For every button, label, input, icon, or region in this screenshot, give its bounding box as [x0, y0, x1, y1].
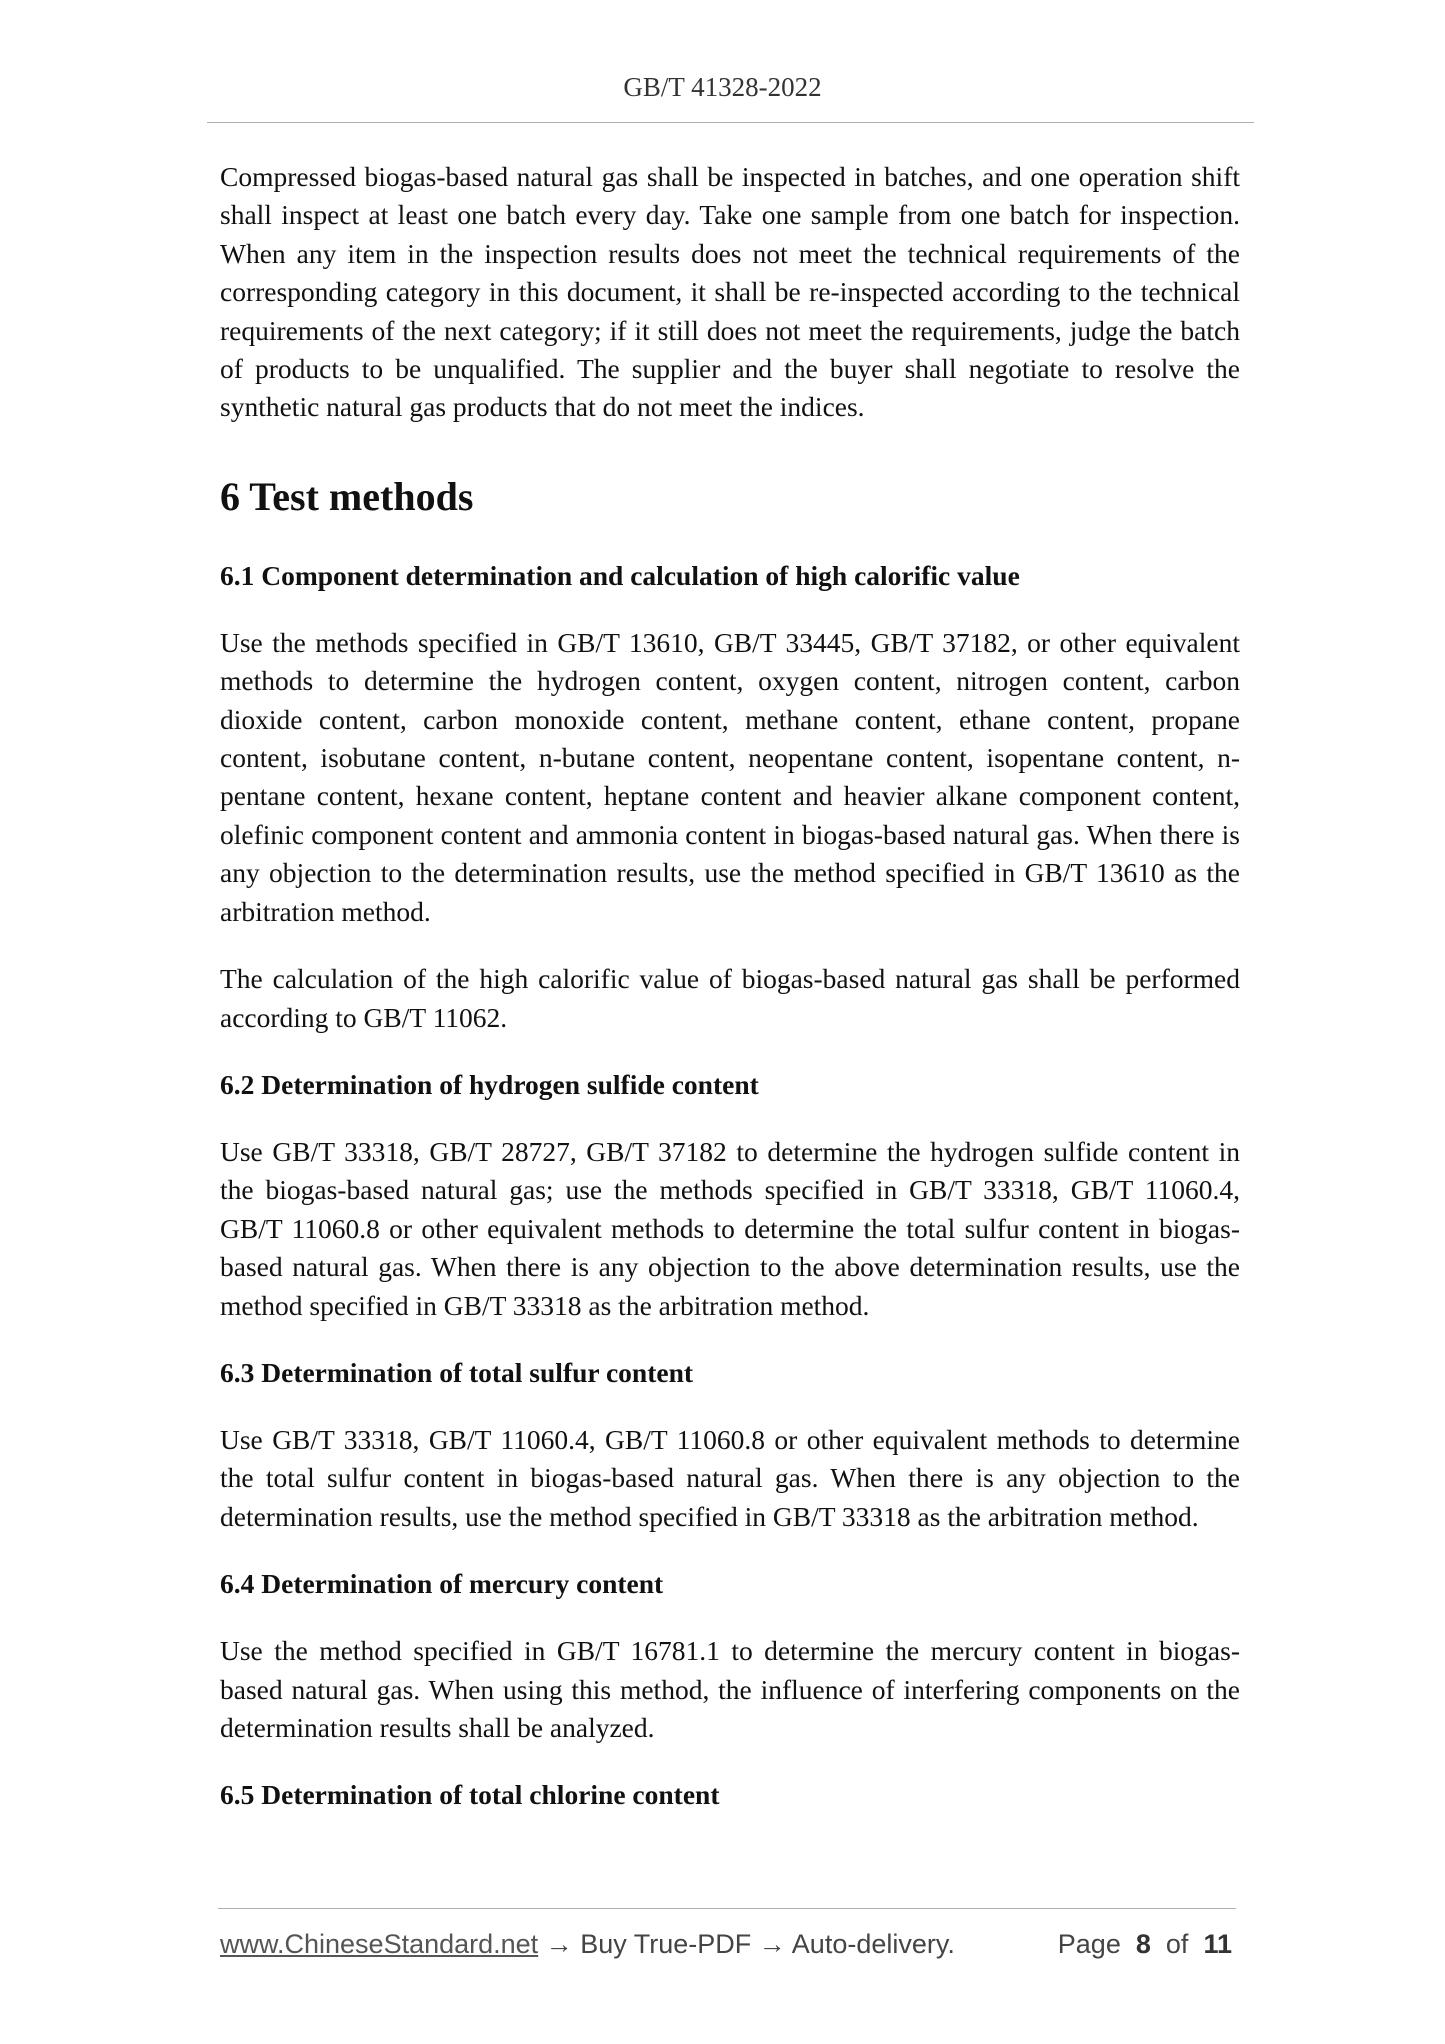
paragraph-6-4: Use the method specified in GB/T 16781.1 to determine the mercury content in biogas-based natural gas. When using this method, the influence of interfering components on the determination results shall be analyzed. — [220, 1635, 1240, 1743]
section-heading-test-methods: 6 Test methods — [220, 473, 474, 519]
footer-divider — [218, 1908, 1236, 1909]
page-footer — [220, 1929, 1232, 1965]
arrow-right-icon: → — [545, 1929, 573, 1959]
intro-paragraph: Compressed biogas-based natural gas shall be inspected in batches, and one operation shift shall inspect at least one batch every day. Take one sample from one batch for inspection. When any item in the inspection results does not meet the technical requirements of the corresponding category in this document, it shall be re-inspected according to the technical requirements of the next category; if it still does not meet the requirements, judge the batch of products to be unqualified. The supplier and the buyer shall negotiate to resolve the synthetic natural gas products that do not meet the indices. — [220, 161, 1240, 423]
arrow-right-icon: → — [758, 1929, 786, 1959]
subsection-heading-6-1: 6.1 Component determination and calculation of high calorific value — [220, 559, 1020, 591]
footer-buy-text: Buy True-PDF — [580, 1929, 752, 1959]
page-label: Page — [1057, 1929, 1121, 1959]
page-number — [1058, 1929, 1232, 1960]
footer-delivery-text: Auto-delivery. — [791, 1929, 955, 1959]
subsection-heading-6-5: 6.5 Determination of total chlorine content — [220, 1779, 720, 1811]
subsection-heading-6-3: 6.3 Determination of total sulfur content — [220, 1356, 694, 1388]
website-link[interactable]: www.ChineseStandard.net — [220, 1929, 539, 1959]
footer-promo — [220, 1929, 955, 1960]
paragraph-6-1-methods: Use the methods specified in GB/T 13610, GB/T 33445, GB/T 37182, or other equivalent methods to determine the hydrogen content, oxygen content, nitrogen content, carbon dioxide content, carbon monoxide content, methane content, ethane content, propane content, isobutane content, n-butane content, neopentane content, isopentane content, n-pentane content, hexane content, heptane content and heavier alkane component content, olefinic component content and ammonia content in biogas-based natural gas. When there is any objection to the determination results, use the method specified in GB/T 13610 as the arbitration method. — [220, 626, 1240, 927]
paragraph-6-2: Use GB/T 33318, GB/T 28727, GB/T 37182 to determine the hydrogen sulfide content in the biogas-based natural gas; use the methods specified in GB/T 33318, GB/T 11060.4, GB/T 11060.8 or other equivalent methods to determine the total sulfur content in biogas-based natural gas. When there is any objection to the above determination results, use the method specified in GB/T 33318 as the arbitration method. — [220, 1135, 1240, 1321]
subsection-heading-6-2: 6.2 Determination of hydrogen sulfide content — [220, 1068, 759, 1100]
page-of-label: of — [1165, 1929, 1189, 1959]
page-header-title: GB/T 41328-2022 — [623, 72, 822, 102]
document-body — [220, 158, 1240, 1814]
header-divider — [207, 122, 1254, 123]
subsection-heading-6-4: 6.4 Determination of mercury content — [220, 1568, 664, 1600]
paragraph-6-1-calorific: The calculation of the high calorific value of biogas-based natural gas shall be performed according to GB/T 11062. — [220, 963, 1240, 1033]
paragraph-6-3: Use GB/T 33318, GB/T 11060.4, GB/T 11060.8 or other equivalent methods to determine the total sulfur content in biogas-based natural gas. When there is any objection to the determination results, use the method specified in GB/T 33318 as the arbitration method. — [220, 1423, 1240, 1532]
page-total: 11 — [1203, 1929, 1232, 1959]
page-current: 8 — [1135, 1929, 1151, 1959]
